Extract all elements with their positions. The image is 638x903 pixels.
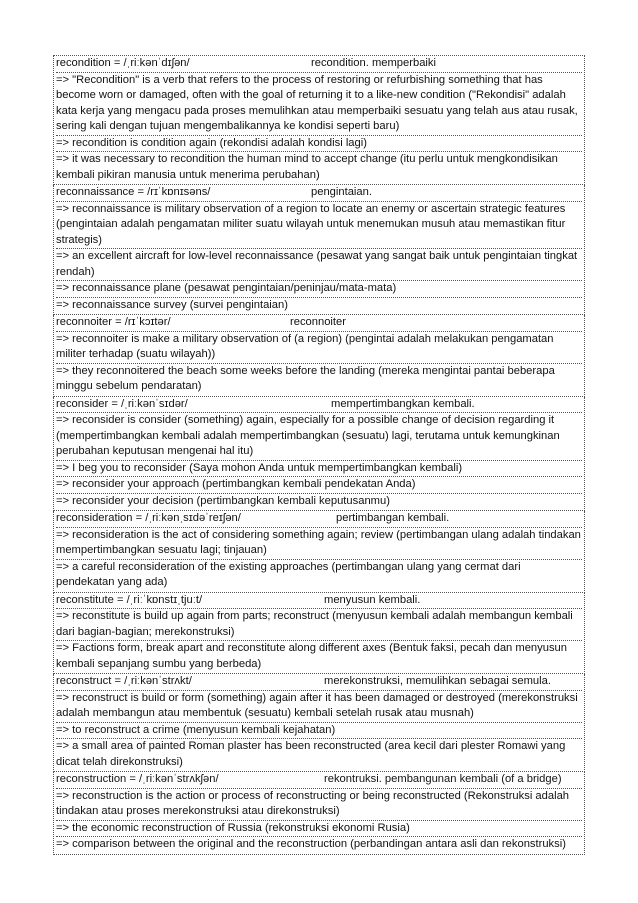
example-line: => a small area of painted Roman plaster has been reconstructed (area kecil dari plester Romawi yang dicat telah direkonstruksi) bbox=[56, 740, 566, 768]
headword-translation: merekonstruksi, memulihkan sebagai semula. bbox=[324, 675, 551, 687]
example-line: => reconnaissance plane (pesawat pengintaian/peninjau/mata-mata) bbox=[56, 281, 582, 298]
entry-reconstruction bbox=[53, 772, 585, 855]
headword-pronunciation: reconsider = /ˌriːkənˈsɪdər/ bbox=[56, 397, 188, 410]
headword-translation: menyusun kembali. bbox=[324, 593, 421, 606]
headword-pronunciation: reconstitute = /ˌriːˈkɒnstɪˌtjuːt/ bbox=[56, 593, 203, 606]
example-line: => a careful reconsideration of the existing approaches (pertimbangan ulang yang cermat dari pendekatan yang ada) bbox=[56, 560, 521, 588]
example-line: => reconnaissance survey (survei pengintaian) bbox=[56, 298, 288, 311]
headword-translation: rekontruksi. pembangunan kembali (of a bridge) bbox=[324, 773, 562, 785]
headword-pronunciation: reconstruction = /ˌriːkənˈstrʌkʃən/ bbox=[56, 773, 219, 785]
headword-translation: mempertimbangkan kembali. bbox=[331, 397, 475, 410]
entry-header bbox=[56, 185, 582, 202]
entry-header bbox=[56, 397, 582, 414]
entry-recondition bbox=[53, 55, 585, 185]
headword-pronunciation: reconsideration = /ˌriːkənˌsɪdəˈreɪʃən/ bbox=[56, 512, 241, 524]
example-line: => to reconstruct a crime (menyusun kembali kejahatan) bbox=[56, 723, 582, 740]
example-line: => reconnoiter is make a military observation of (a region) (pengintai adalah melakukan pengamatan militer terhadap (suatu wilayah)) bbox=[56, 332, 582, 364]
example-line: => reconsider your approach (pertimbangkan kembali pendekatan Anda) bbox=[56, 477, 582, 494]
example-line: => reconstruction is the action or process of reconstructing or being reconstructed (Rekonstruksi adalah tindakan atau proses merekonstruksi atau direkonstruksi) bbox=[56, 789, 582, 821]
headword-translation: pengintaian. bbox=[311, 186, 372, 198]
example-line: => Factions form, break apart and reconstitute along different axes (Bentuk faksi, pecah dan menyusun kembali sepanjang sumbu yang berbeda) bbox=[56, 642, 567, 670]
example-line: => recondition is condition again (rekondisi adalah kondisi lagi) bbox=[56, 136, 582, 153]
example-line: => an excellent aircraft for low-level reconnaissance (pesawat yang sangat baik untuk pengintaian tingkat rendah) bbox=[56, 249, 582, 281]
entry-reconsider bbox=[53, 397, 585, 512]
example-line: => reconstruct is build or form (something) again after it has been damaged or destroyed (merekonstruksi adalah membangun atau membentuk (sesuatu) kembali setelah rusak atau musnah) bbox=[56, 691, 582, 723]
example-line: => they reconnoitered the beach some weeks before the landing (mereka mengintai pantai beberapa minggu sebelum pendaratan) bbox=[56, 364, 555, 392]
example-line: => reconnaissance is military observation of a region to locate an enemy or ascertain strategic features (pengintaian adalah pengamatan militer suatu wilayah untuk menemukan musuh atau memastikan fitur strategis) bbox=[56, 202, 582, 250]
example-line: => comparison between the original and the reconstruction (perbandingan antara asli dan rekonstruksi) bbox=[56, 838, 566, 850]
example-line: => reconstitute is build up again from parts; reconstruct (menyusun kembali adalah membangun kembali dari bagian-bagian; merekonstruksi) bbox=[56, 609, 582, 641]
example-line: => it was necessary to recondition the human mind to accept change (itu perlu untuk mengkondisikan kembali pikiran manusia untuk menerima perubahan) bbox=[56, 153, 558, 181]
entry-reconnaissance bbox=[53, 185, 585, 315]
headword-pronunciation: reconstruct = /ˌriːkənˈstrʌkt/ bbox=[56, 675, 192, 687]
example-line: => reconsideration is the act of considering something again; review (pertimbangan ulang adalah tindakan mempertimbangkan sesuatu lagi; tinjauan) bbox=[56, 528, 582, 560]
entry-header bbox=[56, 772, 582, 789]
headword-translation: reconnoiter bbox=[290, 316, 346, 328]
example-line: => "Recondition" is a verb that refers to the process of restoring or refurbishing something that has become worn or damaged, often with the goal of returning it to a like-new condition ("Rekondisi" adalah kata kerja yang mengacu pada proses memulihkan atau memperbaiki sesuatu yang telah aus atau rusak, sering kali dengan tujuan mengembalikannya ke kondisi seperti baru) bbox=[56, 73, 582, 136]
entry-reconnoiter bbox=[53, 315, 585, 397]
entry-reconstruct bbox=[53, 674, 585, 772]
example-line: => I beg you to reconsider (Saya mohon Anda untuk mempertimbangkan kembali) bbox=[56, 461, 582, 478]
headword-pronunciation: reconnaissance = /rɪˈkɒnɪsəns/ bbox=[56, 186, 211, 198]
entry-header bbox=[56, 593, 582, 610]
entry-reconstitute bbox=[53, 593, 585, 675]
entry-header bbox=[56, 674, 582, 691]
example-line: => the economic reconstruction of Russia (rekonstruksi ekonomi Rusia) bbox=[56, 821, 582, 838]
headword-pronunciation: reconnoiter = /rɪˈkɔɪtər/ bbox=[56, 316, 171, 328]
dictionary-sheet bbox=[53, 55, 585, 855]
example-line: => reconsider is consider (something) again, especially for a possible change of decision regarding it (mempertimbangkan kembali adalah mempertimbangkan (sesuatu) lagi, terutama untuk kemungkinan perubahan keputusan mengenai hal itu) bbox=[56, 413, 582, 461]
headword-translation: recondition. memperbaiki bbox=[311, 57, 436, 69]
headword-pronunciation: recondition = /ˌriːkənˈdɪʃən/ bbox=[56, 57, 190, 69]
entry-header bbox=[56, 315, 582, 332]
entry-reconsideration bbox=[53, 511, 585, 593]
headword-translation: pertimbangan kembali. bbox=[336, 512, 450, 524]
example-line: => reconsider your decision (pertimbangkan kembali keputusanmu) bbox=[56, 494, 390, 507]
entry-header bbox=[56, 56, 582, 73]
entry-header bbox=[56, 511, 582, 528]
